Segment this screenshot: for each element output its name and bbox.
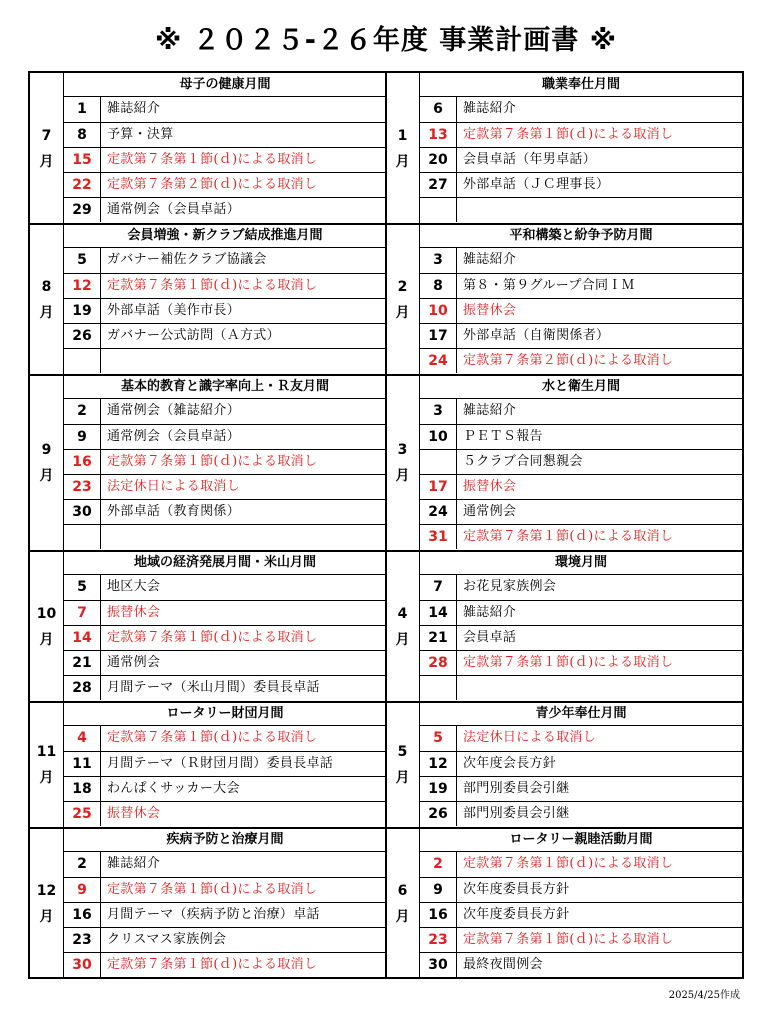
- meeting-day: 25: [64, 802, 101, 826]
- schedule-row: [64, 927, 386, 952]
- event-description: お花見家族例会: [463, 579, 557, 594]
- schedule-row: [420, 273, 742, 298]
- meeting-day: 23: [64, 928, 101, 952]
- event-description: クリスマス家族例会: [107, 932, 227, 947]
- schedule-row: [420, 625, 742, 650]
- schedule-row: [64, 273, 386, 298]
- schedule-row: [420, 952, 742, 977]
- month-theme: 環境月間: [420, 551, 742, 575]
- cancellation-note: 定款第７条第１節(ｄ)による取消し: [107, 957, 318, 972]
- schedule-row: [64, 726, 386, 751]
- month-theme: 職業奉仕月間: [420, 73, 742, 97]
- schedule-row: [64, 449, 386, 474]
- month-number: 8: [41, 278, 52, 295]
- month-number: 7: [41, 127, 52, 144]
- schedule-row: [420, 298, 742, 323]
- meeting-day: 5: [64, 248, 101, 273]
- cancellation-note: 定款第７条第２節(ｄ)による取消し: [463, 353, 674, 368]
- month-block: [30, 828, 386, 979]
- month-theme: 疾病予防と治療月間: [64, 828, 386, 852]
- month-number: 4: [397, 605, 408, 622]
- schedule-row: [64, 575, 386, 600]
- month-suffix: 月: [39, 908, 54, 925]
- cancellation-note: 振替休会: [463, 479, 517, 494]
- meeting-day: 7: [64, 601, 101, 625]
- schedule-row: [420, 449, 742, 474]
- schedule-row: [420, 852, 742, 877]
- cancellation-note: 定款第７条第１節(ｄ)による取消し: [463, 529, 674, 544]
- schedule-row: [420, 927, 742, 952]
- schedule-row: [420, 499, 742, 524]
- cancellation-note: 振替休会: [463, 303, 517, 318]
- meeting-day: 10: [420, 299, 457, 323]
- month-suffix: 月: [395, 304, 410, 321]
- month-number: 10: [36, 605, 57, 622]
- meeting-day: 23: [420, 928, 457, 952]
- month-suffix: 月: [395, 908, 410, 925]
- schedule-row: [420, 776, 742, 801]
- month-label: [30, 224, 64, 375]
- event-description: 通常例会: [107, 655, 161, 670]
- meeting-day: 18: [64, 777, 101, 801]
- schedule-row: [64, 877, 386, 902]
- cancellation-note: 定款第７条第１節(ｄ)による取消し: [107, 152, 318, 167]
- month-suffix: 月: [39, 770, 54, 786]
- meeting-day: 21: [64, 651, 101, 675]
- month-block: [30, 224, 386, 375]
- month-theme: 平和構築と紛争予防月間: [420, 224, 742, 248]
- schedule-row: [64, 97, 386, 122]
- meeting-day: 24: [420, 500, 457, 524]
- schedule-row: [420, 675, 742, 700]
- schedule-row: [420, 877, 742, 902]
- event-description: ガバナー補佐クラブ協議会: [107, 252, 267, 267]
- schedule-row: [420, 650, 742, 675]
- cancellation-note: 法定休日による取消し: [463, 730, 597, 745]
- schedule-row: [64, 298, 386, 323]
- meeting-day: 12: [420, 752, 457, 776]
- month-number: 11: [36, 744, 57, 760]
- schedule-row: [64, 348, 386, 373]
- schedule-row: [420, 751, 742, 776]
- schedule-row: [64, 852, 386, 877]
- schedule-row: [64, 902, 386, 927]
- month-theme: 会員増強・新クラブ結成推進月間: [64, 224, 386, 248]
- schedule-row: [64, 751, 386, 776]
- meeting-day: 4: [64, 726, 101, 751]
- month-block: [386, 702, 742, 828]
- meeting-day: 2: [64, 399, 101, 424]
- month-label: [386, 375, 420, 551]
- month-label: [30, 702, 64, 828]
- event-description: 外部卓話（教育関係）: [107, 504, 241, 519]
- month-block: [30, 551, 386, 702]
- event-description: 月間テーマ（Ｒ財団月間）委員長卓話: [107, 756, 334, 771]
- schedule-row: [64, 952, 386, 977]
- event-description: 通常例会（会員卓話）: [107, 202, 241, 217]
- schedule-row: [420, 600, 742, 625]
- cancellation-note: 定款第７条第２節(ｄ)による取消し: [107, 177, 318, 192]
- month-label: [30, 375, 64, 551]
- event-description: 部門別委員会引継: [463, 781, 570, 796]
- schedule-row: [420, 399, 742, 424]
- meeting-day: 26: [64, 324, 101, 348]
- month-theme: 基本的教育と識字率向上・Ｒ友月間: [64, 375, 386, 399]
- month-suffix: 月: [39, 153, 54, 170]
- meeting-day: 11: [64, 752, 101, 776]
- meeting-day: 28: [420, 651, 457, 675]
- schedule-row: [64, 801, 386, 826]
- month-block: [386, 551, 742, 702]
- schedule-row: [420, 122, 742, 147]
- cancellation-note: 定款第７条第１節(ｄ)による取消し: [463, 655, 674, 670]
- schedule-row: [64, 122, 386, 147]
- schedule-row: [420, 524, 742, 549]
- event-description: 部門別委員会引継: [463, 806, 570, 821]
- meeting-day: 8: [420, 274, 457, 298]
- event-description: 次年度委員長方針: [463, 907, 570, 922]
- page-title: ※ ２０２５-２６年度 事業計画書 ※: [155, 25, 617, 56]
- schedule-table: [28, 71, 744, 979]
- cancellation-note: 法定休日による取消し: [107, 479, 241, 494]
- meeting-day: 27: [420, 173, 457, 197]
- cancellation-note: 振替休会: [107, 806, 161, 821]
- meeting-day: 19: [420, 777, 457, 801]
- month-suffix: 月: [395, 770, 410, 786]
- month-theme: ロータリー財団月間: [64, 702, 386, 726]
- month-theme: ロータリー親睦活動月間: [420, 828, 742, 852]
- meeting-day: 22: [64, 173, 101, 197]
- month-label: [386, 73, 420, 224]
- month-number: 9: [41, 442, 52, 458]
- cancellation-note: 定款第７条第１節(ｄ)による取消し: [107, 454, 318, 469]
- event-description: 月間テーマ（疾病予防と治療）卓話: [107, 907, 320, 922]
- meeting-day: 16: [64, 450, 101, 474]
- schedule-row: [64, 197, 386, 222]
- month-block: [386, 73, 742, 224]
- event-description: ガバナー公式訪問（Ａ方式）: [107, 328, 280, 343]
- cancellation-note: 定款第７条第１節(ｄ)による取消し: [107, 730, 318, 745]
- schedule-row: [64, 399, 386, 424]
- event-description: 会員卓話: [463, 630, 517, 645]
- meeting-day: 14: [64, 626, 101, 650]
- meeting-day: 5: [420, 726, 457, 751]
- meeting-day: 26: [420, 802, 457, 826]
- meeting-day: 16: [64, 903, 101, 927]
- month-label: [30, 551, 64, 702]
- schedule-row: [420, 575, 742, 600]
- schedule-row: [420, 801, 742, 826]
- cancellation-note: 定款第７条第１節(ｄ)による取消し: [107, 630, 318, 645]
- meeting-day: 12: [64, 274, 101, 298]
- month-label: [386, 828, 420, 979]
- event-description: 通常例会（会員卓話）: [107, 429, 241, 444]
- schedule-row: [64, 474, 386, 499]
- meeting-day: [420, 676, 457, 700]
- event-description: 外部卓話（美作市長）: [107, 303, 241, 318]
- schedule-row: [420, 197, 742, 222]
- event-description: 雑誌紹介: [463, 403, 517, 418]
- event-description: わんぱくサッカー大会: [107, 781, 240, 796]
- schedule-row: [420, 474, 742, 499]
- meeting-day: 2: [420, 852, 457, 877]
- meeting-day: 28: [64, 676, 101, 700]
- month-label: [30, 828, 64, 979]
- event-description: 月間テーマ（米山月間）委員長卓話: [107, 680, 320, 695]
- meeting-day: 17: [420, 324, 457, 348]
- meeting-day: 20: [420, 148, 457, 172]
- cancellation-note: 定款第７条第１節(ｄ)による取消し: [463, 127, 674, 142]
- schedule-row: [64, 524, 386, 549]
- meeting-day: 5: [64, 575, 101, 600]
- meeting-day: 30: [64, 953, 101, 977]
- schedule-row: [420, 323, 742, 348]
- event-description: 外部卓話（自衛関係者）: [463, 328, 610, 343]
- event-description: 次年度会長方針: [463, 756, 557, 771]
- meeting-day: 29: [64, 198, 101, 222]
- month-number: 6: [397, 882, 408, 899]
- schedule-row: [64, 248, 386, 273]
- month-label: [386, 702, 420, 828]
- event-description: 会員卓話（年男卓話）: [463, 152, 597, 167]
- schedule-row: [420, 97, 742, 122]
- month-theme: 青少年奉仕月間: [420, 702, 742, 726]
- cancellation-note: 定款第７条第１節(ｄ)による取消し: [107, 882, 318, 897]
- schedule-row: [420, 902, 742, 927]
- column-divider: [385, 73, 387, 977]
- meeting-day: 14: [420, 601, 457, 625]
- meeting-day: 13: [420, 123, 457, 147]
- schedule-row: [64, 172, 386, 197]
- month-number: 5: [397, 744, 408, 760]
- month-number: 12: [36, 882, 57, 899]
- month-suffix: 月: [395, 468, 410, 484]
- schedule-row: [420, 172, 742, 197]
- meeting-day: [64, 349, 101, 373]
- schedule-row: [420, 248, 742, 273]
- month-theme: 地域の経済発展月間・米山月間: [64, 551, 386, 575]
- month-suffix: 月: [395, 153, 410, 170]
- schedule-row: [420, 424, 742, 449]
- month-block: [386, 375, 742, 551]
- meeting-day: 1: [64, 97, 101, 122]
- month-label: [386, 224, 420, 375]
- event-description: 雑誌紹介: [107, 101, 161, 116]
- schedule-row: [64, 323, 386, 348]
- month-block: [30, 375, 386, 551]
- meeting-day: 7: [420, 575, 457, 600]
- event-description: 予算・決算: [107, 127, 174, 142]
- schedule-row: [64, 625, 386, 650]
- event-description: 通常例会（雑誌紹介）: [107, 403, 241, 418]
- meeting-day: 24: [420, 349, 457, 373]
- meeting-day: 3: [420, 248, 457, 273]
- month-number: 3: [397, 442, 408, 458]
- meeting-day: 23: [64, 475, 101, 499]
- schedule-row: [420, 147, 742, 172]
- created-date: 2025/4/25作成: [668, 990, 740, 1001]
- cancellation-note: 定款第７条第１節(ｄ)による取消し: [463, 856, 674, 871]
- schedule-row: [64, 499, 386, 524]
- event-description: ＰＥＴＳ報告: [463, 429, 543, 444]
- month-theme: 母子の健康月間: [64, 73, 386, 97]
- cancellation-note: 定款第７条第１節(ｄ)による取消し: [107, 278, 318, 293]
- meeting-day: 16: [420, 903, 457, 927]
- meeting-day: 31: [420, 525, 457, 549]
- schedule-row: [420, 348, 742, 373]
- month-label: [386, 551, 420, 702]
- meeting-day: [420, 450, 457, 474]
- meeting-day: 3: [420, 399, 457, 424]
- meeting-day: 2: [64, 852, 101, 877]
- meeting-day: 9: [64, 878, 101, 902]
- event-description: 雑誌紹介: [463, 101, 517, 116]
- month-block: [30, 702, 386, 828]
- month-suffix: 月: [39, 468, 54, 484]
- event-description: 雑誌紹介: [107, 856, 161, 871]
- meeting-day: 9: [420, 878, 457, 902]
- schedule-row: [64, 776, 386, 801]
- month-block: [30, 73, 386, 224]
- meeting-day: 19: [64, 299, 101, 323]
- month-theme: 水と衛生月間: [420, 375, 742, 399]
- meeting-day: 15: [64, 148, 101, 172]
- schedule-row: [64, 650, 386, 675]
- meeting-day: 30: [420, 953, 457, 977]
- meeting-day: 21: [420, 626, 457, 650]
- event-description: 外部卓話（ＪＣ理事長）: [463, 177, 610, 192]
- month-number: 1: [397, 127, 408, 144]
- meeting-day: 17: [420, 475, 457, 499]
- schedule-row: [64, 600, 386, 625]
- meeting-day: 8: [64, 123, 101, 147]
- schedule-row: [64, 675, 386, 700]
- event-description: 雑誌紹介: [463, 252, 517, 267]
- schedule-row: [420, 726, 742, 751]
- event-description: 第８・第９グループ合同ＩＭ: [463, 278, 635, 293]
- meeting-day: 9: [64, 425, 101, 449]
- schedule-row: [64, 424, 386, 449]
- event-description: 雑誌紹介: [463, 605, 517, 620]
- meeting-day: 30: [64, 500, 101, 524]
- meeting-day: [420, 198, 457, 222]
- month-number: 2: [397, 278, 408, 295]
- month-suffix: 月: [395, 631, 410, 648]
- month-label: [30, 73, 64, 224]
- schedule-row: [64, 147, 386, 172]
- meeting-day: [64, 525, 101, 549]
- event-description: ５クラブ合同懇親会: [463, 454, 583, 469]
- meeting-day: 6: [420, 97, 457, 122]
- event-description: 通常例会: [463, 504, 517, 519]
- month-suffix: 月: [39, 631, 54, 648]
- month-block: [386, 224, 742, 375]
- month-suffix: 月: [39, 304, 54, 321]
- meeting-day: 10: [420, 425, 457, 449]
- event-description: 最終夜間例会: [463, 957, 543, 972]
- cancellation-note: 振替休会: [107, 605, 161, 620]
- event-description: 次年度委員長方針: [463, 882, 570, 897]
- month-block: [386, 828, 742, 979]
- cancellation-note: 定款第７条第１節(ｄ)による取消し: [463, 932, 674, 947]
- event-description: 地区大会: [107, 579, 161, 594]
